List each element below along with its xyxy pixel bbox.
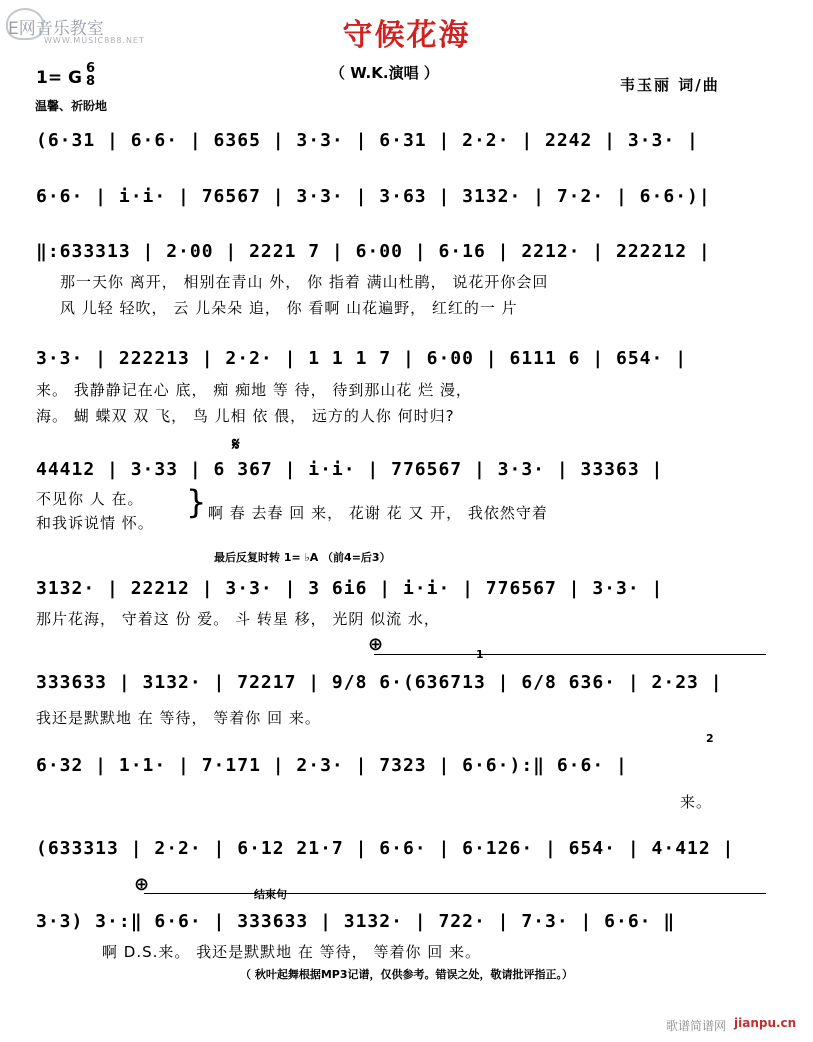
score-row-2: 6·6· | i·i· | 76567 | 3·3· | 3·63 | 3132· | 7·2· | 6·6·)| [36, 186, 711, 207]
score-row-3: ‖:633313 | 2·00 | 2221 7 | 6·00 | 6·16 | 2212· | 222212 | [36, 241, 711, 262]
watermark-url: jianpu.cn [734, 1016, 797, 1030]
key-signature: 1= G [36, 68, 82, 88]
tempo-style: 温馨、祈盼地 [35, 99, 108, 113]
author-credit: 韦玉丽 词/曲 [620, 76, 720, 94]
lyric-line: 和我诉说情 怀。 [36, 514, 154, 532]
lyric-line: 啊 春 去春 回 来， 花谢 花 又 开， 我依然守着 [208, 504, 548, 522]
segno-icon: 𝄋 [232, 434, 240, 455]
score-row-10: 3·3) 3·:‖ 6·6· | 333633 | 3132· | 722· | 7·3· | 6·6· ‖ [36, 911, 676, 932]
lyric-line: 那片花海， 守着这 份 爱。 斗 转星 移， 光阴 似流 水， [36, 610, 440, 628]
score-row-9: (633313 | 2·2· | 6·12 21·7 | 6·6· | 6·126· | 654· | 4·412 | [36, 838, 735, 859]
volta-1: 1 [476, 648, 484, 661]
site-logo: E网音乐教室 [8, 19, 104, 39]
lyric-line: 啊 D.S.来。 我还是默默地 在 等待， 等着你 回 来。 [102, 943, 481, 961]
meter-top: 6 [86, 61, 96, 76]
score-row-6: 3132· | 22212 | 3·3· | 3 6i6 | i·i· | 776567 | 3·3· | [36, 578, 664, 599]
lyric-line: 海。 蝴 蝶双 双 飞， 鸟 儿相 依 偎， 远方的人你 何时归? [36, 407, 455, 425]
score-row-5: 44412 | 3·33 | 6 367 | i·i· | 776567 | 3·3· | 33363 | [36, 459, 664, 480]
coda-icon: ⊕ [368, 634, 384, 655]
lyric-line: 风 儿轻 轻吹， 云 儿朵朵 追， 你 看啊 山花遍野， 红红的一 片 [60, 299, 518, 317]
lyric-line: 来。 [680, 793, 713, 811]
volta-2: 2 [706, 732, 714, 745]
score-row-4: 3·3· | 222213 | 2·2· | 1 1 1 7 | 6·00 | 6111 6 | 654· | [36, 348, 688, 369]
time-signature [86, 62, 95, 88]
footer-note: （ 秋叶起舞根据MP3记谱，仅供参考。错误之处，敬请批评指正。） [240, 968, 573, 981]
lyric-line: 不见你 人 在。 [36, 490, 144, 508]
site-logo-url: WWW.MUSIC888.NET [44, 36, 145, 45]
ending-label: 结束句 [254, 888, 287, 901]
watermark: 歌谱简谱网 [666, 1019, 727, 1033]
score-row-7: 333633 | 3132· | 72217 | 9/8 6·(636713 | 6/8 636· | 2·23 | [36, 672, 723, 693]
volta-bracket [374, 654, 766, 655]
brace-icon: } [186, 483, 207, 521]
lyric-line: 来。 我静静记在心 底， 痴 痴地 等 待， 待到那山花 烂 漫， [36, 381, 472, 399]
repeat-note: 最后反复时转 1= ♭A （前4=后3） [214, 551, 391, 564]
ending-bracket [144, 893, 766, 894]
lyric-line: 那一天你 离开， 相别在青山 外， 你 指着 满山杜鹃， 说花开你会回 [60, 273, 549, 291]
song-title: 守候花海 [342, 18, 471, 53]
lyric-line: 我还是默默地 在 等待， 等着你 回 来。 [36, 709, 321, 727]
coda-icon: ⊕ [134, 874, 150, 895]
singer: （ W.K.演唱 ） [330, 64, 439, 82]
score-row-1: (6·31 | 6·6· | 6365 | 3·3· | 6·31 | 2·2· | 2242 | 3·3· | [36, 130, 699, 151]
score-row-8: 6·32 | 1·1· | 7·171 | 2·3· | 7323 | 6·6·):‖ 6·6· | [36, 755, 628, 776]
meter-bottom: 8 [86, 74, 96, 89]
